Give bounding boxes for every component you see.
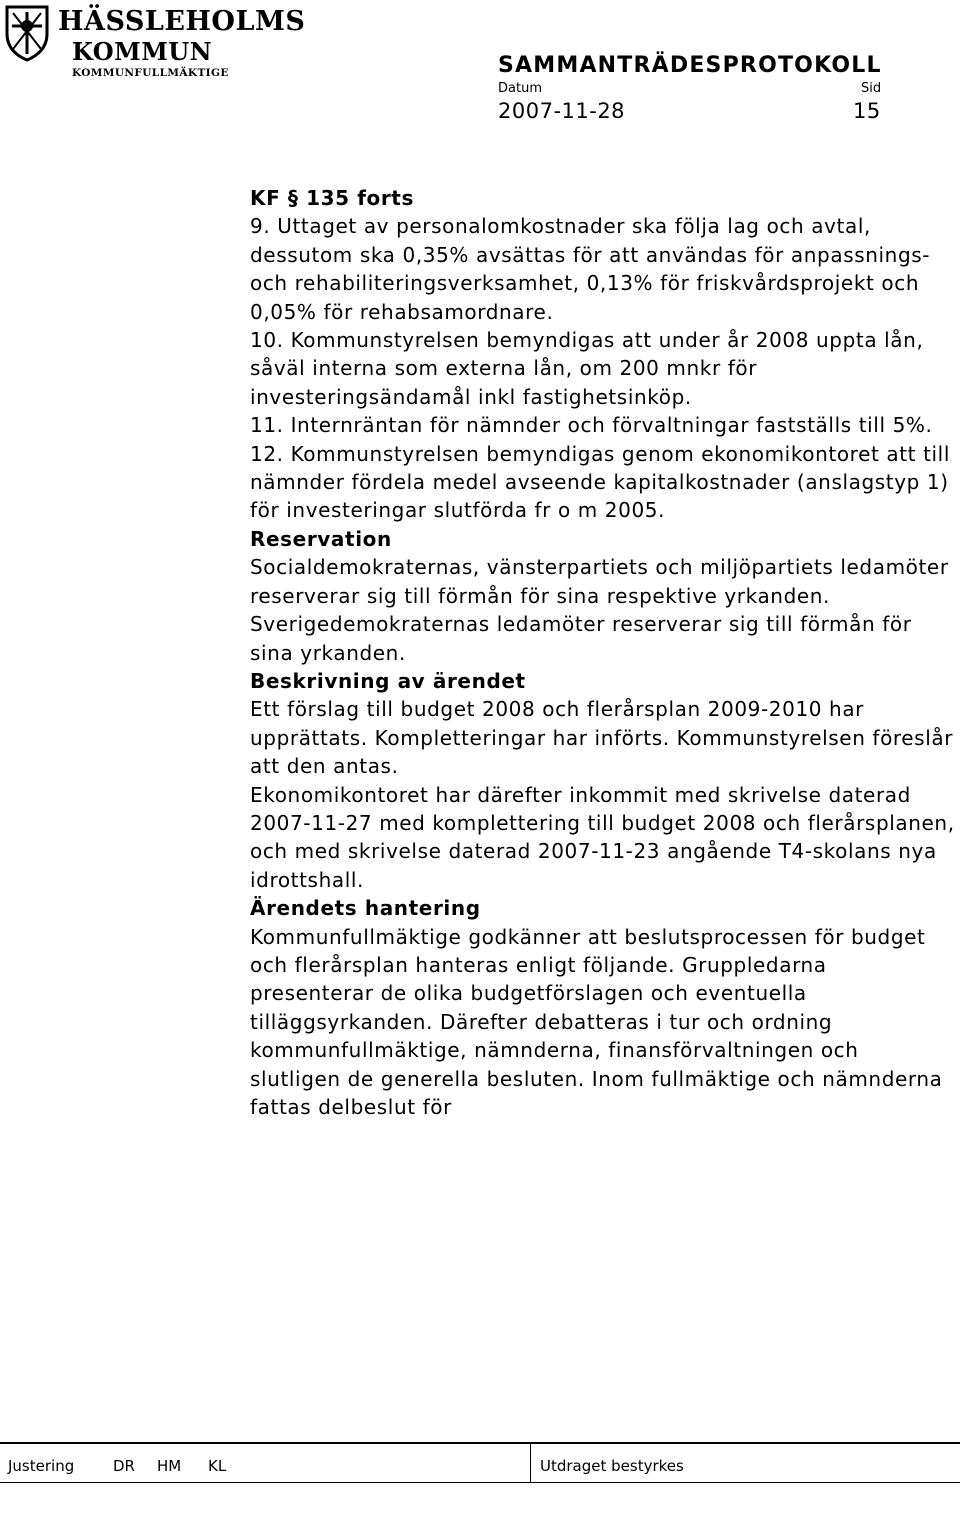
logo-text-line3: KOMMUNFULLMÄKTIGE [72,67,229,79]
handling-heading: Ärendets hantering [250,896,481,921]
footer-bottom-divider [0,1482,960,1483]
coat-of-arms-icon [4,4,50,62]
reservation-heading: Reservation [250,526,392,551]
footer-column-divider [530,1442,531,1482]
reservation-text: Socialdemokraternas, vänsterpartiets och miljöpartiets ledamöter reserverar sig till förmån för sina respektive yrkanden. Sverigedemokraternas ledamöter reserverar sig till förmån för sina yrkanden. [250,555,949,665]
date-label: Datum [498,81,542,96]
logo-text-line1: HÄSSLEHOLMS [58,6,306,37]
footer-justering-label: Justering [8,1457,75,1475]
description-heading: Beskrivning av ärendet [250,668,526,693]
footer-initials: DR [113,1457,135,1475]
description-paragraph: Ett förslag till budget 2008 och flerårsplan 2009-2010 har upprättats. Kompletteringar har införts. Kommunstyrelsen föreslår att den antas. [250,697,954,779]
list-item: 10. Kommunstyrelsen bemyndigas att under år 2008 uppta lån, såväl interna som externa lån, om 200 mnkr för investeringsändamål inkl fastighetsinköp. [250,328,924,409]
handling-text: Kommunfullmäktige godkänner att beslutsprocessen för budget och flerårsplan hanteras enligt följande. Gruppledarna presenterar de olika budgetförslagen och eventuella tilläggsyrkanden. Därefter debatteras i tur och ordning kommunfullmäktige, nämnderna, finansförvaltningen och slutligen de generella besluten. Inom fullmäktige och nämnderna fattas delbeslut för [250,924,943,1119]
footer-divider [0,1442,960,1444]
footer-initials: HM [157,1457,182,1475]
footer-extract-label: Utdraget bestyrkes [540,1457,684,1475]
list-item: 12. Kommunstyrelsen bemyndigas genom ekonomikontoret att till nämnder fördela medel avseende kapitalkostnader (anslagstyp 1) för investeringar slutförda fr o m 2005. [250,441,950,523]
list-item: 9. Uttaget av personalomkostnader ska följa lag och avtal, dessutom ska 0,35% avsättas för att användas för anpassnings- och rehabiliteringsverksamhet, 0,13% för friskvårdsprojekt och 0,05% för rehabsamordnare. [250,214,931,324]
description-paragraph: Ekonomikontoret har därefter inkommit med skrivelse daterad 2007-11-27 med komplettering till budget 2008 och flerårsplanen, och med skrivelse daterad 2007-11-23 angående T4-skolans nya idrottshall. [250,782,955,892]
page-label: Sid [861,81,882,96]
footer-initials: KL [208,1457,227,1475]
list-item: 11. Internräntan för nämnder och förvaltningar fastställs till 5%. [250,413,933,438]
document-type: SAMMANTRÄDESPROTOKOLL [498,53,882,78]
document-body [250,184,956,1121]
logo-text-line2: KOMMUN [72,37,213,66]
page-number: 15 [853,99,881,123]
section-reference: KF § 135 forts [250,186,414,210]
municipality-logo [4,4,306,82]
date-value: 2007-11-28 [498,99,626,123]
